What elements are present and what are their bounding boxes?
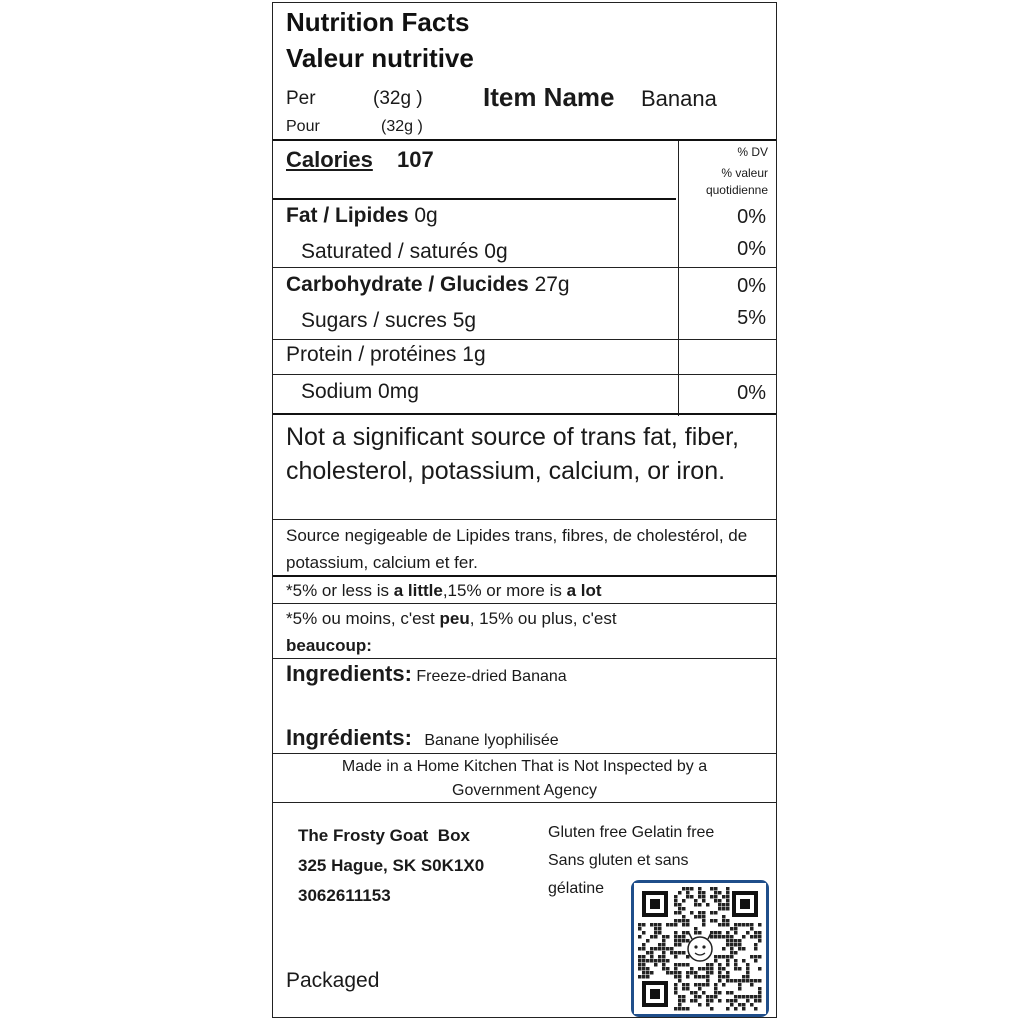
qr-code-icon [634, 883, 766, 1014]
not-significant-fr: Source negigeable de Lipides trans, fibres, de cholestérol, de potassium, calcium et fer. [286, 526, 748, 572]
claims-line-3: gélatine [548, 880, 605, 897]
dv-note-en [286, 577, 602, 604]
protein-row [286, 343, 486, 367]
per-fr-amount: (32g ) [381, 118, 423, 135]
producer-name: The Frosty Goat Box [298, 826, 470, 845]
divider [273, 139, 776, 141]
disclaimer [273, 755, 776, 803]
item-name-value: Banana [641, 86, 717, 111]
sodium-row [301, 380, 419, 404]
not-significant-en: Not a significant source of trans fat, fiber, cholesterol, potassium, calcium, or iron. [286, 423, 740, 485]
ingredients-value-fr: Banane lyophilisée [424, 732, 559, 749]
saturated-dv: 0% [737, 238, 766, 260]
ingredients-value-en: Freeze-dried Banana [416, 668, 567, 685]
protein-amount: 1g [462, 343, 486, 366]
sodium-label: Sodium [301, 380, 373, 403]
dv-note-fr-part: , 15% ou plus, c'est [469, 609, 617, 628]
dv-note-fr-part: *5% ou moins, c'est [286, 609, 440, 628]
disclaimer-line-1: Made in a Home Kitchen That is Not Inspected by a [341, 758, 708, 775]
divider [273, 267, 776, 268]
sodium-dv: 0% [737, 382, 766, 404]
saturated-row [301, 240, 508, 264]
calories-value: 107 [397, 147, 434, 172]
claims-line-1: Gluten free Gelatin free [548, 824, 715, 841]
carbohydrate-label: Carbohydrate / Glucides [286, 273, 529, 296]
producer-address: 325 Hague, SK S0K1X0 [298, 856, 485, 875]
divider [273, 802, 776, 803]
divider [273, 339, 776, 340]
protein-label: Protein / protéines [286, 343, 457, 366]
disclaimer-line-2: Government Agency [452, 782, 597, 799]
divider [273, 519, 776, 520]
sugars-amount: 5g [452, 309, 477, 332]
producer-info [298, 821, 484, 911]
ingredients-fr [286, 725, 559, 751]
qr-code[interactable] [631, 880, 769, 1017]
per-fr: Pour [286, 118, 320, 135]
dv-note-en-bold: a lot [566, 581, 602, 600]
dv-note-fr-beaucoup: beaucoup: [286, 636, 372, 655]
per-en-amount: (32g ) [373, 88, 423, 109]
divider [273, 658, 776, 659]
dv-header-2: % valeur [721, 166, 768, 180]
nutrition-label [272, 2, 777, 1018]
divider [273, 413, 776, 415]
fat-dv: 0% [737, 206, 766, 228]
sodium-amount: 0mg [378, 380, 419, 403]
dv-note-en-part: ,15% or more is [442, 581, 567, 600]
dv-note-fr-bold: peu [439, 609, 470, 628]
producer-phone: 3062611153 [298, 886, 391, 905]
calories-label: Calories [286, 147, 373, 172]
sugars-label: Sugars / sucres [301, 309, 447, 332]
carbohydrate-row [286, 273, 570, 297]
fat-amount: 0g [414, 204, 438, 227]
sugars-dv: 5% [737, 307, 766, 329]
sugars-row [301, 309, 476, 333]
dv-header-1: % DV [737, 145, 768, 159]
saturated-label: Saturated / saturés [301, 240, 479, 263]
per-en: Per [286, 88, 316, 109]
ingredients-label-en: Ingredients: [286, 661, 412, 686]
claims-line-2: Sans gluten et sans [548, 852, 689, 869]
ingredients-en [286, 661, 567, 687]
dv-header-3: quotidienne [705, 183, 768, 197]
fat-row [286, 204, 438, 228]
title-fr: Valeur nutritive [286, 43, 474, 73]
divider [273, 603, 776, 604]
carbohydrate-amount: 27g [534, 273, 570, 296]
saturated-amount: 0g [484, 240, 508, 263]
calories-underline [273, 198, 676, 200]
divider [273, 753, 776, 754]
dv-note-fr [286, 605, 617, 632]
carbohydrate-dv: 0% [737, 275, 766, 297]
ingredients-label-fr: Ingrédients: [286, 725, 412, 750]
title-en: Nutrition Facts [286, 7, 470, 37]
fat-label: Fat / Lipides [286, 204, 409, 227]
packaged-label: Packaged [286, 969, 380, 992]
divider [273, 374, 776, 375]
dv-note-en-part: *5% or less is [286, 581, 394, 600]
item-name-label: Item Name [483, 82, 615, 112]
dv-note-en-bold: a little [393, 581, 443, 600]
